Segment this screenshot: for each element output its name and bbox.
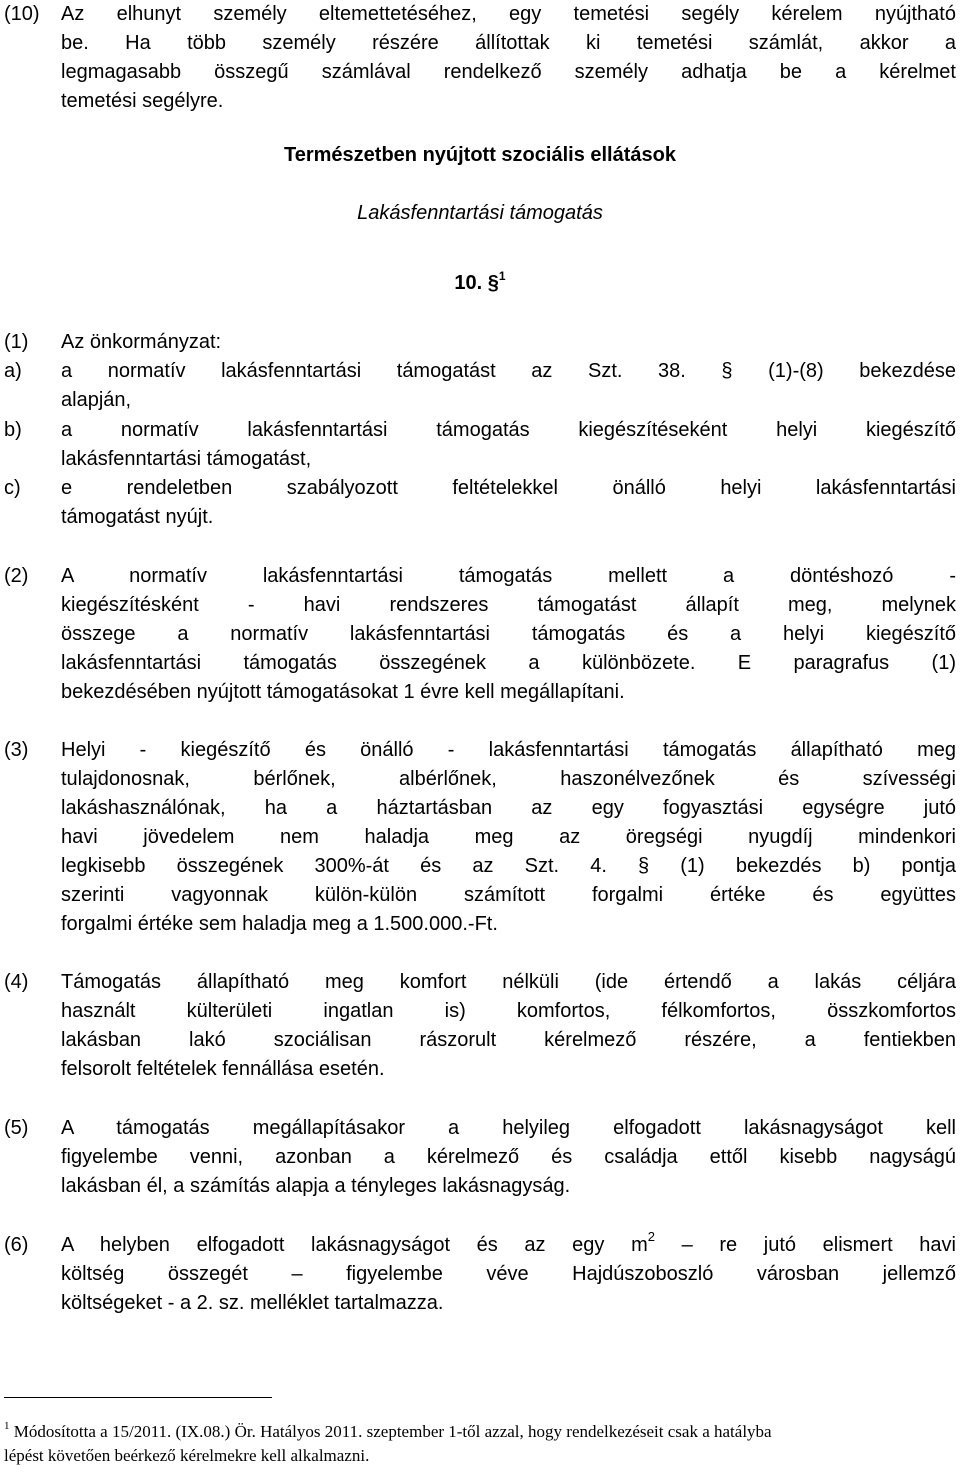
paragraph-number: (4) — [4, 971, 29, 993]
paragraph-number: (6) — [4, 1234, 29, 1256]
paragraph-number: (10) — [4, 3, 40, 25]
list-marker: a) — [4, 360, 22, 382]
list-item — [61, 474, 956, 532]
text-line: A támogatás megállapításakor a helyileg elfogadott lakásnagyságot kell — [61, 1117, 956, 1139]
text-line: költségeket - a 2. sz. melléklet tartalmazza. — [61, 1292, 444, 1314]
text-line: figyelembe venni, azonban a kérelmező és családja ettől kisebb nagyságú — [61, 1146, 956, 1168]
text-line: legkisebb összegének 300%-át és az Szt. 4. § (1) bekezdés b) pontja — [61, 855, 956, 877]
paragraph-number: (1) — [4, 331, 29, 353]
text-line: Helyi - kiegészítő és önálló - lakásfenntartási támogatás állapítható meg — [61, 739, 956, 761]
text-line: lakásban él, a számítás alapja a tényleges lakásnagyság. — [61, 1175, 571, 1197]
paragraph-3 — [61, 736, 956, 939]
paragraph-number: (3) — [4, 739, 29, 761]
text-line: Az elhunyt személy eltemettetéséhez, egy temetési segély kérelem nyújtható — [61, 3, 956, 25]
text-line: havi jövedelem nem haladja meg az öregségi nyugdíj mindenkori — [61, 826, 956, 848]
paragraph-4 — [61, 968, 956, 1084]
text-line: temetési segélyre. — [61, 90, 224, 112]
text-line: használt külterületi ingatlan is) komfortos, félkomfortos, összkomfortos — [61, 1000, 956, 1022]
paragraph-6 — [61, 1231, 956, 1318]
p1-lead — [61, 328, 956, 357]
text-line: forgalmi értéke sem haladja meg a 1.500.000.-Ft. — [61, 913, 498, 935]
text-segment: A helyben elfogadott lakásnagyságot és az egy m — [61, 1234, 648, 1256]
text-line: legmagasabb összegű számlával rendelkező személy adhatja be a kérelmet — [61, 61, 956, 83]
list-item — [61, 357, 956, 415]
list-marker: c) — [4, 477, 21, 499]
text-line: lakásban lakó szociálisan rászorult kérelmező részére, a fentiekben — [61, 1029, 956, 1051]
section-subtitle: Lakásfenntartási támogatás — [357, 202, 603, 224]
text-line: Támogatás állapítható meg komfort nélküli (ide értendő a lakás céljára — [61, 971, 956, 993]
text-line: a normatív lakásfenntartási támogatást az Szt. 38. § (1)-(8) bekezdése — [61, 360, 956, 382]
list-marker: b) — [4, 419, 22, 441]
footnote-separator — [4, 1397, 272, 1398]
text-line: tulajdonosnak, bérlőnek, albérlőnek, haszonélvezőnek és szívességi — [61, 768, 956, 790]
paragraph-number: (5) — [4, 1117, 29, 1139]
superscript: 2 — [647, 1229, 655, 1244]
text-line: felsorolt feltételek fennállása esetén. — [61, 1058, 385, 1080]
text-line: lakásfenntartási támogatást, — [61, 448, 312, 470]
footnote-reference: 1 — [498, 269, 506, 283]
paragraph-heading-text: 10. § — [454, 272, 499, 294]
paragraph-number: (2) — [4, 565, 29, 587]
footnote-text: Módosította a 15/2011. (IX.08.) Ör. Hatályos 2011. szeptember 1-től azzal, hogy rendelkezéseit csak a hatályba — [9, 1422, 772, 1441]
text-line: támogatást nyújt. — [61, 506, 214, 528]
text-line: be. Ha több személy részére állítottak ki temetési számlát, akkor a — [61, 32, 956, 54]
text-line: lakáshasználónak, ha a háztartásban az egy fogyasztási egységre jutó — [61, 797, 956, 819]
text-line: lakásfenntartási támogatás összegének a különbözete. E paragrafus (1) — [61, 652, 956, 674]
footnote-line — [4, 1420, 956, 1444]
paragraph-heading — [0, 269, 960, 295]
text-line: kiegészítésként - havi rendszeres támogatást állapít meg, melynek — [61, 594, 956, 616]
footnote — [4, 1420, 956, 1468]
text-line: bekezdésében nyújtott támogatásokat 1 évre kell megállapítani. — [61, 681, 625, 703]
footnote-line: lépést követően beérkező kérelmekre kell alkalmazni. — [4, 1446, 370, 1465]
text-line: e rendeletben szabályozott feltételekkel önálló helyi lakásfenntartási — [61, 477, 956, 499]
text-line: A normatív lakásfenntartási támogatás mellett a döntéshozó - — [61, 565, 956, 587]
paragraph-5 — [61, 1114, 956, 1201]
text-line — [61, 1231, 956, 1260]
section-title: Természetben nyújtott szociális ellátások — [284, 144, 676, 166]
text-line: költség összegét – figyelembe véve Hajdúszoboszló városban jellemző — [61, 1263, 956, 1285]
intro-paragraph — [61, 0, 956, 116]
text-segment: – re jutó elismert havi — [654, 1234, 956, 1256]
text-line: szerinti vagyonnak külön-külön számított forgalmi értéke és együttes — [61, 884, 956, 906]
text-line: összege a normatív lakásfenntartási támogatás és a helyi kiegészítő — [61, 623, 956, 645]
text-line: Az önkormányzat: — [61, 331, 222, 353]
footnote-marker: 1 — [4, 1420, 10, 1432]
paragraph-2 — [61, 562, 956, 707]
list-item — [61, 416, 956, 474]
text-line: a normatív lakásfenntartási támogatás kiegészítéseként helyi kiegészítő — [61, 419, 956, 441]
text-line: alapján, — [61, 389, 132, 411]
